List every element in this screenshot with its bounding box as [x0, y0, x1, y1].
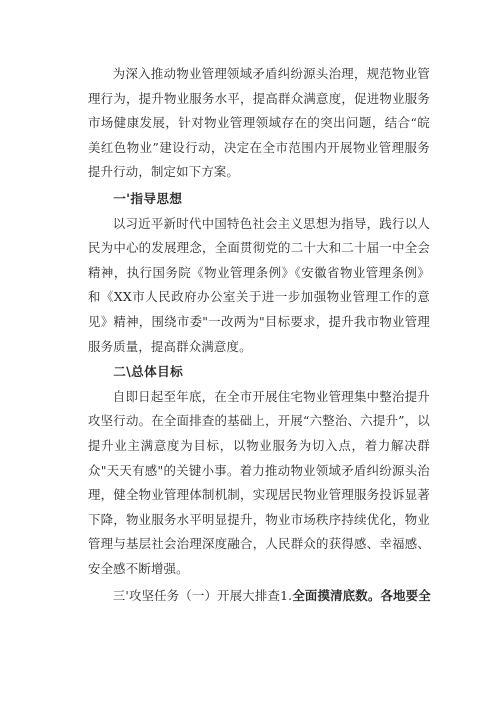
tasks-tail-text: 各地要全	[380, 588, 431, 604]
tasks-bold-phrase: 全面摸清底数。	[292, 588, 381, 604]
intro-paragraph: 为深入推动物业管理领域矛盾纠纷源头治理，规范物业管理行为，提升物业服务水平，提高群众满意度，促进物业服务市场健康发展，针对物业管理领域存在的突出问题，结合“皖美红色物业”建设行动，决定在全市范围内开展物业管理服务提升行动，制定如下方案。	[88, 66, 430, 180]
section-heading-guiding-thought: 一'指导思想	[113, 190, 183, 206]
tasks-line	[88, 584, 430, 609]
overall-goal-paragraph: 自即日起至年底，在全市开展住宅物业管理集中整治提升攻坚行动。在全面排查的基础上，开展“六整治、六提升”，以提升业主满意度为目标，以物业服务为切入点，着力解决群众"天天有感"的关键小事。着力推动物业领域矛盾纠纷源头治理，健全物业管理体制机制，实现居民物业管理服务投诉显著下降，物业服务水平明显提升，物业市场秩序持续优化，物业管理与基层社会治理深度融合，人民群众的获得感、幸福感、安全感不断增强。	[88, 388, 430, 576]
section-heading-overall-goal: 二\总体目标	[113, 364, 184, 380]
document-page	[88, 62, 430, 609]
section-heading-tasks: 三'攻坚任务（一）开展大排查1.	[112, 588, 293, 604]
guiding-thought-paragraph: 以习近平新时代中国特色社会主义思想为指导，践行以人民为中心的发展理念，全面贯彻党的二十大和二十届一中全会精神，执行国务院《物业管理条例》《安徽省物业管理条例》和《XX市人民政府办公室关于进一步加强物业管理工作的意见》精神，围绕市委"一改两为"目标要求，提升我市物业管理服务质量，提高群众满意度。	[88, 215, 430, 354]
